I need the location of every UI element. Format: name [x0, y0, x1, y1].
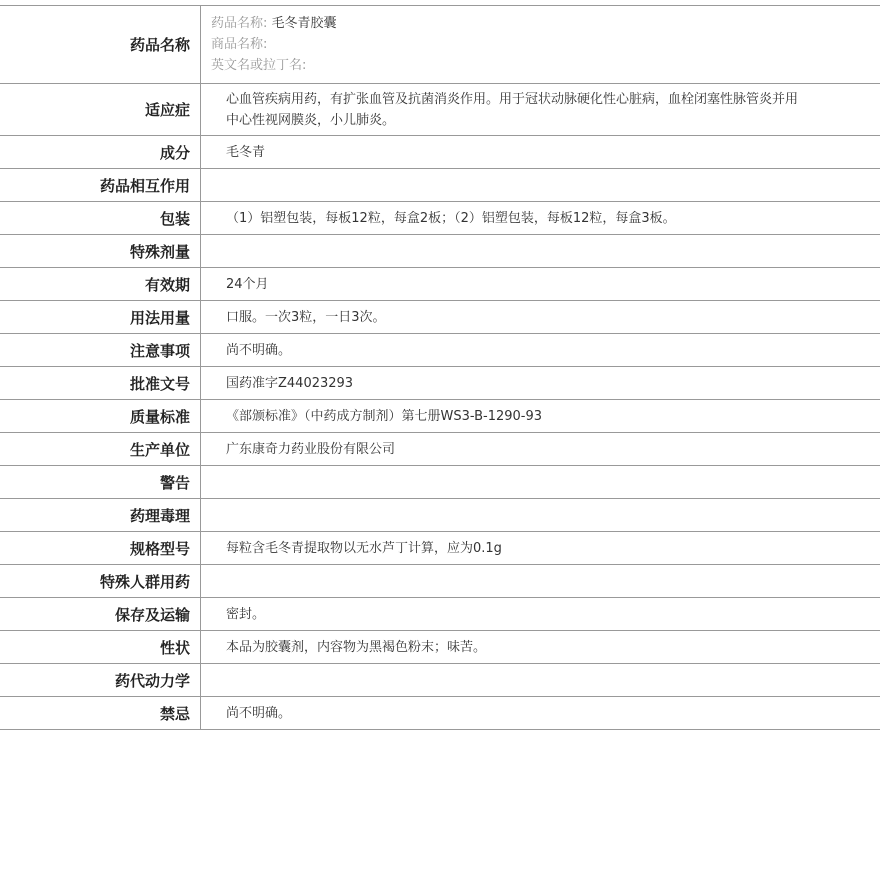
field-value: 毛冬青: [226, 144, 266, 160]
field-value: 心血管疾病用药，有扩张血管及抗菌消炎作用。用于冠状动脉硬化性心脏病，血栓闭塞性脉管炎并用中心性视网膜炎，小儿肺炎。: [226, 91, 799, 128]
field-value: 每粒含毛冬青提取物以无水芦丁计算，应为0.1g: [226, 540, 502, 556]
field-label: 特殊剂量: [0, 235, 201, 268]
field-value: 《部颁标准》（中药成方制剂）第七册WS3-B-1290-93: [226, 408, 543, 424]
table-row-interactions: [0, 169, 880, 202]
field-label: 性状: [0, 631, 201, 664]
field-value: 广东康奇力药业股份有限公司: [226, 441, 396, 457]
table-row-pharmacology: [0, 499, 880, 532]
table-row-storage: [0, 598, 880, 631]
field-value: 本品为胶囊剂，内容物为黑褐色粉末；味苦。: [226, 639, 487, 655]
field-label: 警告: [0, 466, 201, 499]
table-row-indications: [0, 84, 880, 136]
field-label: 质量标准: [0, 400, 201, 433]
drug-name-cell: [201, 6, 880, 84]
english-name-line: [211, 55, 880, 76]
table-row-shelf-life: [0, 268, 880, 301]
field-label: 药理毒理: [0, 499, 201, 532]
trade-name-line: [211, 34, 880, 55]
field-label: 保存及运输: [0, 598, 201, 631]
table-row-special-populations: [0, 565, 880, 598]
field-value: [201, 235, 880, 268]
table-row-quality-standard: [0, 400, 880, 433]
generic-name-value: 毛冬青胶囊: [271, 16, 337, 31]
field-label: 成分: [0, 136, 201, 169]
field-label: 特殊人群用药: [0, 565, 201, 598]
field-value: 口服。一次3粒，一日3次。: [226, 309, 386, 325]
field-value: [201, 466, 880, 499]
field-value: [201, 169, 880, 202]
field-value: [201, 664, 880, 697]
table-row-packaging: [0, 202, 880, 235]
field-label: 药品相互作用: [0, 169, 201, 202]
field-label: 药代动力学: [0, 664, 201, 697]
trade-name-label: 商品名称:: [211, 37, 268, 52]
field-label: 用法用量: [0, 301, 201, 334]
field-label: 药品名称: [0, 6, 201, 84]
drug-info-table: [0, 5, 880, 730]
english-name-label: 英文名或拉丁名:: [211, 58, 307, 73]
field-value: [201, 565, 880, 598]
table-row-contraindications: [0, 697, 880, 730]
table-row-precautions: [0, 334, 880, 367]
table-row-specification: [0, 532, 880, 565]
field-value: 24个月: [226, 276, 269, 292]
drug-name-block: [201, 13, 880, 76]
field-value: [201, 499, 880, 532]
field-value: 尚不明确。: [226, 342, 292, 358]
field-value: 国药准字Z44023293: [226, 375, 354, 391]
table-row-warning: [0, 466, 880, 499]
table-row-pharmacokinetics: [0, 664, 880, 697]
table-row-manufacturer: [0, 433, 880, 466]
table-row-description: [0, 631, 880, 664]
field-label: 包装: [0, 202, 201, 235]
table-row-usage: [0, 301, 880, 334]
field-label: 批准文号: [0, 367, 201, 400]
generic-name-line: [211, 13, 880, 34]
field-label: 禁忌: [0, 697, 201, 730]
field-value: 密封。: [226, 606, 266, 622]
table-row-drug-name: [0, 6, 880, 84]
field-label: 生产单位: [0, 433, 201, 466]
generic-name-label: 药品名称:: [211, 16, 268, 31]
table-row-approval-number: [0, 367, 880, 400]
table-row-ingredients: [0, 136, 880, 169]
field-value: （1）铝塑包装，每板12粒，每盒2板；（2）铝塑包装，每板12粒，每盒3板。: [226, 210, 676, 226]
table-row-special-dosage: [0, 235, 880, 268]
field-label: 有效期: [0, 268, 201, 301]
field-label: 规格型号: [0, 532, 201, 565]
field-label: 适应症: [0, 84, 201, 136]
field-value: 尚不明确。: [226, 705, 292, 721]
field-label: 注意事项: [0, 334, 201, 367]
